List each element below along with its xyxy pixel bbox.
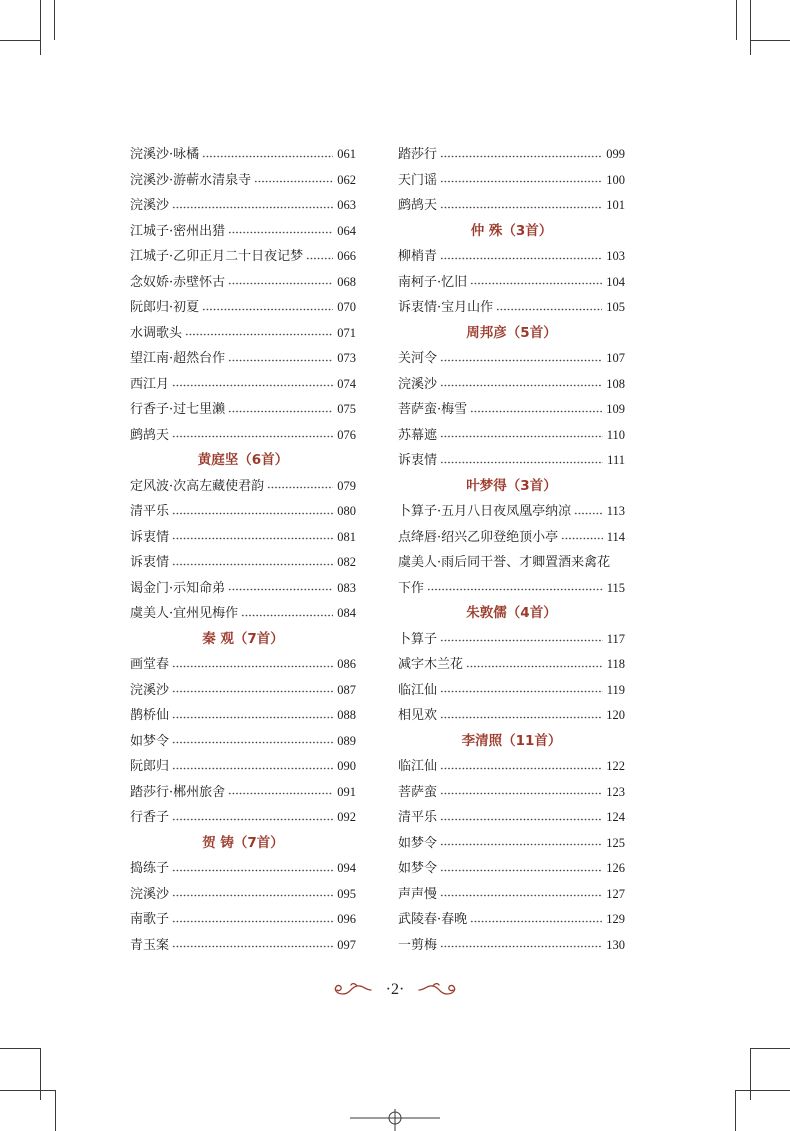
entry-page-number: 091 <box>337 784 356 799</box>
toc-entry <box>130 652 356 678</box>
toc-entry <box>398 193 625 219</box>
entry-page-number: 115 <box>606 580 625 595</box>
entry-title: 一剪梅 <box>398 937 438 953</box>
dot-leader <box>470 410 602 413</box>
dot-leader <box>427 588 603 591</box>
entry-title: 江城子·密州出猎 <box>130 223 226 239</box>
toc-entry <box>130 499 356 525</box>
dot-leader <box>254 180 333 183</box>
entry-title: 点绛唇·绍兴乙卯登绝顶小亭 <box>398 529 559 545</box>
toc-entry <box>130 882 356 908</box>
entry-page-number: 122 <box>606 759 625 773</box>
entry-title: 水调歌头 <box>130 325 183 341</box>
entry-title: 南柯子·忆旧 <box>398 274 468 290</box>
dot-leader <box>440 869 602 872</box>
toc-entry <box>130 933 356 959</box>
entry-title: 阮郎归 <box>130 759 170 774</box>
entry-page-number: 076 <box>337 427 356 442</box>
dot-leader <box>172 435 333 438</box>
entry-page-number: 066 <box>337 249 356 263</box>
entry-title: 卜算子 <box>398 631 438 647</box>
toc-entry <box>130 270 356 296</box>
entry-page-number: 094 <box>337 861 356 875</box>
toc-entry <box>130 423 356 449</box>
toc-entry <box>130 678 356 704</box>
dot-leader <box>440 206 602 209</box>
entry-title: 如梦令 <box>398 861 438 876</box>
entry-title: 鹧鸪天 <box>130 427 170 443</box>
crop-mark <box>0 1090 55 1091</box>
entry-title: 西江月 <box>130 376 170 392</box>
crop-mark <box>55 1090 56 1131</box>
entry-page-number: 079 <box>337 478 356 493</box>
entry-page-number: 109 <box>606 402 625 416</box>
dot-leader <box>172 894 333 897</box>
entry-page-number: 117 <box>606 631 625 646</box>
toc-entry <box>130 856 356 882</box>
dot-leader <box>228 792 333 795</box>
crop-mark <box>750 40 790 41</box>
registration-mark-icon <box>350 1106 440 1131</box>
toc-entry <box>130 550 356 576</box>
toc-entry <box>130 907 356 933</box>
entry-title: 清平乐 <box>398 810 438 825</box>
toc-entry <box>130 576 356 602</box>
dot-leader <box>228 359 333 362</box>
entry-title: 浣溪沙·咏橘 <box>130 147 200 162</box>
toc-entry <box>130 805 356 831</box>
dot-leader <box>228 282 333 285</box>
entry-title: 诉衷情 <box>130 529 170 545</box>
toc-entry <box>130 321 356 347</box>
entry-page-number: 129 <box>606 912 625 926</box>
right-flourish-icon <box>418 981 460 999</box>
entry-page-number: 127 <box>606 886 625 901</box>
toc-entry <box>398 678 625 704</box>
entry-title: 南歌子 <box>130 912 170 927</box>
toc-entry <box>130 244 356 270</box>
author-section-header: 叶梦得（3首） <box>466 477 557 494</box>
entry-page-number: 080 <box>337 504 356 518</box>
entry-page-number: 081 <box>337 529 356 544</box>
toc-entry <box>398 346 625 372</box>
toc-entry <box>398 703 625 729</box>
entry-page-number: 061 <box>337 147 356 161</box>
entry-title: 声声慢 <box>398 886 438 902</box>
dot-leader <box>172 665 333 668</box>
toc-entry <box>398 907 625 933</box>
crop-mark <box>736 0 737 40</box>
dot-leader <box>172 690 333 693</box>
entry-title: 临江仙 <box>398 682 438 698</box>
dot-leader <box>228 231 333 234</box>
dot-leader <box>202 308 333 311</box>
toc-entry <box>398 576 625 602</box>
entry-page-number: 082 <box>337 555 356 569</box>
toc-entry <box>398 448 625 474</box>
dot-leader <box>440 767 602 770</box>
entry-title: 清平乐 <box>130 504 170 519</box>
entry-page-number: 071 <box>337 325 356 340</box>
toc-entry <box>130 754 356 780</box>
dot-leader <box>440 894 602 897</box>
toc-entry <box>130 372 356 398</box>
entry-title: 江城子·乙卯正月二十日夜记梦 <box>130 249 304 264</box>
toc-entry <box>130 601 356 627</box>
toc-entry <box>130 474 356 500</box>
entry-page-number: 074 <box>337 376 356 391</box>
entry-title: 谒金门·示知命弟 <box>130 580 226 596</box>
entry-title: 菩萨蛮·梅雪 <box>398 402 468 417</box>
entry-title: 浣溪沙 <box>130 886 170 902</box>
entry-page-number: 083 <box>337 580 356 595</box>
dot-leader <box>172 563 333 566</box>
toc-entry <box>398 270 625 296</box>
dot-leader <box>172 206 333 209</box>
dot-leader <box>466 665 603 668</box>
toc-entry <box>398 856 625 882</box>
crop-mark <box>735 1090 736 1131</box>
toc-entry <box>130 397 356 423</box>
dot-leader <box>440 180 602 183</box>
entry-page-number: 119 <box>606 682 625 697</box>
toc-entry <box>130 168 356 194</box>
toc-entry <box>398 831 625 857</box>
entry-page-number: 063 <box>337 198 356 212</box>
toc-left-column <box>130 142 356 958</box>
entry-title: 柳梢青 <box>398 249 438 264</box>
author-section-header: 李清照（11首） <box>461 732 562 749</box>
entry-page-number: 092 <box>337 810 356 824</box>
crop-mark <box>735 1090 790 1091</box>
entry-page-number: 089 <box>337 733 356 748</box>
entry-page-number: 062 <box>337 172 356 187</box>
entry-title: 望江南·超然台作 <box>130 351 226 366</box>
entry-title: 诉衷情·宝月山作 <box>398 300 494 315</box>
crop-mark <box>0 40 40 41</box>
dot-leader <box>470 282 602 285</box>
entry-title: 踏莎行 <box>398 147 438 162</box>
entry-title: 如梦令 <box>130 733 170 749</box>
toc-entry <box>398 652 625 678</box>
toc-entry <box>398 499 625 525</box>
dot-leader <box>306 257 333 260</box>
entry-title: 浣溪沙 <box>398 376 438 392</box>
dot-leader <box>440 359 602 362</box>
entry-page-number: 123 <box>606 784 625 799</box>
dot-leader <box>172 767 333 770</box>
entry-page-number: 068 <box>337 274 356 289</box>
entry-title: 鹧鸪天 <box>398 198 438 213</box>
dot-leader <box>574 512 603 515</box>
dot-leader <box>440 792 602 795</box>
dot-leader <box>172 818 333 821</box>
entry-page-number: 103 <box>606 249 625 263</box>
dot-leader <box>440 384 602 387</box>
author-section-header: 周邦彦（5首） <box>466 324 557 341</box>
entry-title: 青玉案 <box>130 937 170 953</box>
entry-title: 卜算子·五月八日夜凤凰亭纳凉 <box>398 504 572 519</box>
entry-page-number: 104 <box>606 274 625 289</box>
crop-mark <box>54 0 55 40</box>
crop-mark <box>40 1048 41 1100</box>
dot-leader <box>561 537 603 540</box>
toc-entry <box>398 933 625 959</box>
entry-page-number: 073 <box>337 351 356 365</box>
dot-leader <box>172 512 333 515</box>
entry-page-number: 097 <box>337 937 356 952</box>
entry-page-number: 111 <box>607 453 625 467</box>
dot-leader <box>202 155 333 158</box>
entry-page-number: 124 <box>606 810 625 824</box>
toc-entry <box>130 729 356 755</box>
entry-page-number: 090 <box>337 759 356 773</box>
toc-entry <box>398 550 625 576</box>
entry-title: 捣练子 <box>130 861 170 876</box>
toc-entry <box>398 805 625 831</box>
entry-page-number: 113 <box>606 504 625 518</box>
entry-title: 天门谣 <box>398 172 438 188</box>
entry-page-number: 075 <box>337 402 356 416</box>
entry-page-number: 087 <box>337 682 356 697</box>
crop-mark <box>750 0 751 55</box>
entry-title: 武陵春·春晚 <box>398 912 468 927</box>
entry-title: 虞美人·宜州见梅作 <box>130 606 239 621</box>
toc-entry <box>130 525 356 551</box>
entry-title: 浣溪沙 <box>130 682 170 698</box>
dot-leader <box>440 843 602 846</box>
toc-entry <box>398 244 625 270</box>
toc-entry <box>398 168 625 194</box>
toc-entry <box>398 754 625 780</box>
dot-leader <box>440 945 602 948</box>
dot-leader <box>440 155 602 158</box>
entry-title: 诉衷情 <box>398 453 438 468</box>
crop-mark <box>750 1048 790 1049</box>
dot-leader <box>172 716 333 719</box>
dot-leader <box>228 588 333 591</box>
crop-mark <box>40 0 41 55</box>
entry-page-number: 110 <box>606 427 625 442</box>
entry-title: 苏幕遮 <box>398 427 438 443</box>
toc-entry <box>398 627 625 653</box>
entry-page-number: 096 <box>337 912 356 926</box>
toc-entry <box>130 346 356 372</box>
entry-page-number: 114 <box>606 529 625 544</box>
entry-page-number: 100 <box>606 172 625 187</box>
dot-leader <box>440 257 602 260</box>
dot-leader <box>440 461 603 464</box>
toc-entry <box>130 703 356 729</box>
entry-title: 虞美人·雨后同干誉、才卿置酒来禽花 <box>398 555 611 570</box>
entry-title: 临江仙 <box>398 759 438 774</box>
dot-leader <box>440 818 602 821</box>
toc-entry <box>398 423 625 449</box>
toc-entry <box>398 372 625 398</box>
toc-entry <box>130 295 356 321</box>
entry-title: 鹊桥仙 <box>130 708 170 723</box>
entry-title: 相见欢 <box>398 708 438 723</box>
dot-leader <box>440 690 603 693</box>
toc-entry <box>398 295 625 321</box>
left-flourish-icon <box>330 981 372 999</box>
entry-page-number: 064 <box>337 223 356 238</box>
entry-page-number: 088 <box>337 708 356 722</box>
dot-leader <box>185 333 333 336</box>
entry-title: 浣溪沙 <box>130 198 170 213</box>
author-section-header: 黄庭坚（6首） <box>197 452 289 468</box>
entry-title: 画堂春 <box>130 657 170 672</box>
entry-page-number: 108 <box>606 376 625 391</box>
entry-page-number: 125 <box>606 835 625 850</box>
toc-entry <box>398 882 625 908</box>
dot-leader <box>172 869 333 872</box>
dot-leader <box>172 945 333 948</box>
dot-leader <box>440 435 603 438</box>
dot-leader <box>440 639 603 642</box>
dot-leader <box>172 741 333 744</box>
entry-title: 减字木兰花 <box>398 657 464 672</box>
crop-mark <box>750 1048 751 1100</box>
dot-leader <box>172 384 333 387</box>
entry-title: 如梦令 <box>398 835 438 851</box>
dot-leader <box>228 410 333 413</box>
entry-title: 行香子 <box>130 810 170 825</box>
entry-page-number: 107 <box>606 351 625 365</box>
author-section-header: 贺 铸（7首） <box>202 834 284 851</box>
toc-entry <box>398 525 625 551</box>
toc-entry <box>130 219 356 245</box>
dot-leader <box>241 614 333 617</box>
toc-entry <box>398 780 625 806</box>
dot-leader <box>440 716 602 719</box>
entry-title: 阮郎归·初夏 <box>130 300 200 315</box>
entry-title: 念奴娇·赤壁怀古 <box>130 274 226 290</box>
entry-page-number: 105 <box>606 300 625 314</box>
toc-entry <box>130 193 356 219</box>
entry-page-number: 084 <box>337 606 356 620</box>
author-section-header: 仲 殊（3首） <box>470 222 553 239</box>
toc-right-column <box>398 142 625 958</box>
entry-page-number: 118 <box>606 657 625 671</box>
crop-mark <box>0 1048 40 1049</box>
page-footer <box>0 978 790 1002</box>
entry-title: 行香子·过七里濑 <box>130 402 226 417</box>
entry-page-number: 101 <box>606 198 625 212</box>
entry-page-number: 126 <box>606 861 625 875</box>
entry-title: 诉衷情 <box>130 555 170 570</box>
entry-page-number: 130 <box>606 937 625 952</box>
toc-entry <box>398 142 625 168</box>
entry-title: 关河令 <box>398 351 438 366</box>
toc-entry <box>398 397 625 423</box>
dot-leader <box>470 920 602 923</box>
entry-title: 浣溪沙·游蕲水清泉寺 <box>130 172 252 188</box>
dot-leader <box>267 486 333 489</box>
entry-title: 菩萨蛮 <box>398 784 438 800</box>
entry-title: 下作 <box>398 580 425 596</box>
toc-entry <box>130 142 356 168</box>
author-section-header: 朱敦儒（4首） <box>466 605 557 621</box>
author-section-header: 秦 观（7首） <box>202 630 284 647</box>
entry-page-number: 099 <box>606 147 625 161</box>
entry-title: 踏莎行·郴州旅舍 <box>130 784 226 800</box>
entry-page-number: 095 <box>337 886 356 901</box>
entry-page-number: 086 <box>337 657 356 671</box>
entry-page-number: 070 <box>337 300 356 314</box>
toc-entry <box>130 780 356 806</box>
dot-leader <box>172 537 333 540</box>
page-number: ·2· <box>385 981 405 998</box>
dot-leader <box>496 308 602 311</box>
entry-title: 定风波·次高左藏使君韵 <box>130 478 265 494</box>
dot-leader <box>172 920 333 923</box>
entry-page-number: 120 <box>606 708 625 722</box>
